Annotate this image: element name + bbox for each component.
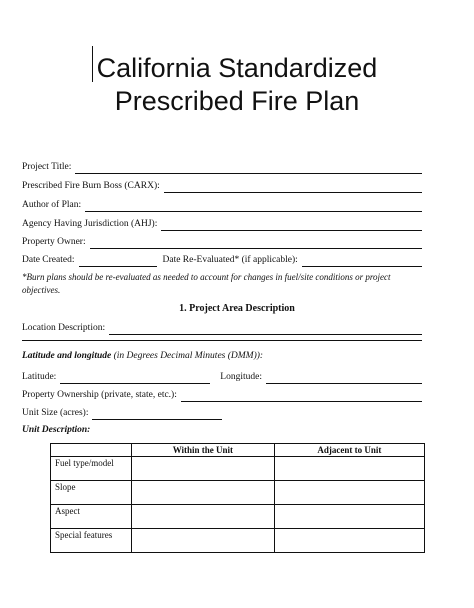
latlong-rest: (in Degrees Decimal Minutes (DMM)):: [111, 351, 264, 361]
cell-aspect-within[interactable]: [132, 505, 275, 529]
dates-field[interactable]: [22, 253, 422, 267]
date-created-line[interactable]: [79, 255, 157, 267]
author-label: Author of Plan:: [22, 200, 82, 210]
table-row: [51, 457, 425, 481]
unit-size-label: Unit Size (acres):: [22, 408, 89, 418]
latlong-field[interactable]: [22, 370, 422, 384]
burn-boss-label: Prescribed Fire Burn Boss (CARX):: [22, 181, 160, 191]
row-label-aspect: Aspect: [51, 505, 132, 529]
date-reevaluated-line[interactable]: [302, 255, 422, 267]
table-header-within: Within the Unit: [132, 444, 275, 457]
table-row: [51, 529, 425, 553]
cell-special-adjacent[interactable]: [274, 529, 424, 553]
row-label-special: Special features: [51, 529, 132, 553]
location-label: Location Description:: [22, 323, 106, 333]
row-label-slope: Slope: [51, 481, 132, 505]
row-label-fuel: Fuel type/model: [51, 457, 132, 481]
longitude-line[interactable]: [266, 372, 422, 384]
title-line-1: California Standardized: [96, 53, 378, 83]
table-row: [51, 505, 425, 529]
section-1-heading: 1. Project Area Description: [179, 303, 295, 314]
latitude-label: Latitude:: [22, 372, 57, 382]
cell-aspect-adjacent[interactable]: [274, 505, 424, 529]
cell-special-within[interactable]: [132, 529, 275, 553]
project-title-label: Project Title:: [22, 162, 72, 172]
latlong-bold: Latitude and longitude: [22, 351, 112, 361]
author-line[interactable]: [85, 200, 422, 212]
latitude-line[interactable]: [60, 372, 210, 384]
reevaluation-note: *Burn plans should be re-evaluated as needed to account for changes in fuel/site conditions or project objectives.: [22, 272, 391, 295]
ahj-field[interactable]: [22, 217, 422, 231]
latlong-heading: [22, 351, 263, 361]
ownership-label: Property Ownership (private, state, etc.):: [22, 390, 177, 400]
document-title: [0, 52, 474, 118]
table-header-row: [51, 444, 425, 457]
date-reevaluated-label: Date Re-Evaluated* (if applicable):: [162, 255, 298, 265]
cell-fuel-adjacent[interactable]: [274, 457, 424, 481]
burn-boss-field[interactable]: [22, 179, 422, 193]
location-line[interactable]: [109, 323, 422, 335]
owner-label: Property Owner:: [22, 237, 86, 247]
ahj-line[interactable]: [161, 219, 422, 231]
table-header-adjacent: Adjacent to Unit: [274, 444, 424, 457]
ahj-label: Agency Having Jurisdiction (AHJ):: [22, 219, 158, 229]
table-header-blank: [51, 444, 132, 457]
unit-size-field[interactable]: [22, 406, 222, 420]
table-row: [51, 481, 425, 505]
location-line-2[interactable]: [22, 340, 422, 341]
project-title-line[interactable]: [75, 162, 422, 174]
location-field[interactable]: [22, 321, 422, 335]
cell-fuel-within[interactable]: [132, 457, 275, 481]
unit-description-heading: [22, 425, 90, 435]
author-field[interactable]: [22, 198, 422, 212]
burn-boss-line[interactable]: [164, 181, 422, 193]
cell-slope-adjacent[interactable]: [274, 481, 424, 505]
title-line-2: Prescribed Fire Plan: [114, 86, 360, 116]
cell-slope-within[interactable]: [132, 481, 275, 505]
owner-field[interactable]: [22, 235, 422, 249]
ownership-field[interactable]: [22, 388, 422, 402]
owner-line[interactable]: [90, 237, 422, 249]
date-created-label: Date Created:: [22, 255, 75, 265]
unit-size-line[interactable]: [92, 408, 222, 420]
ownership-line[interactable]: [181, 390, 422, 402]
unit-description-label: Unit Description:: [22, 425, 91, 435]
unit-description-table: [50, 443, 425, 553]
longitude-label: Longitude:: [220, 372, 262, 382]
project-title-field[interactable]: [22, 160, 422, 174]
